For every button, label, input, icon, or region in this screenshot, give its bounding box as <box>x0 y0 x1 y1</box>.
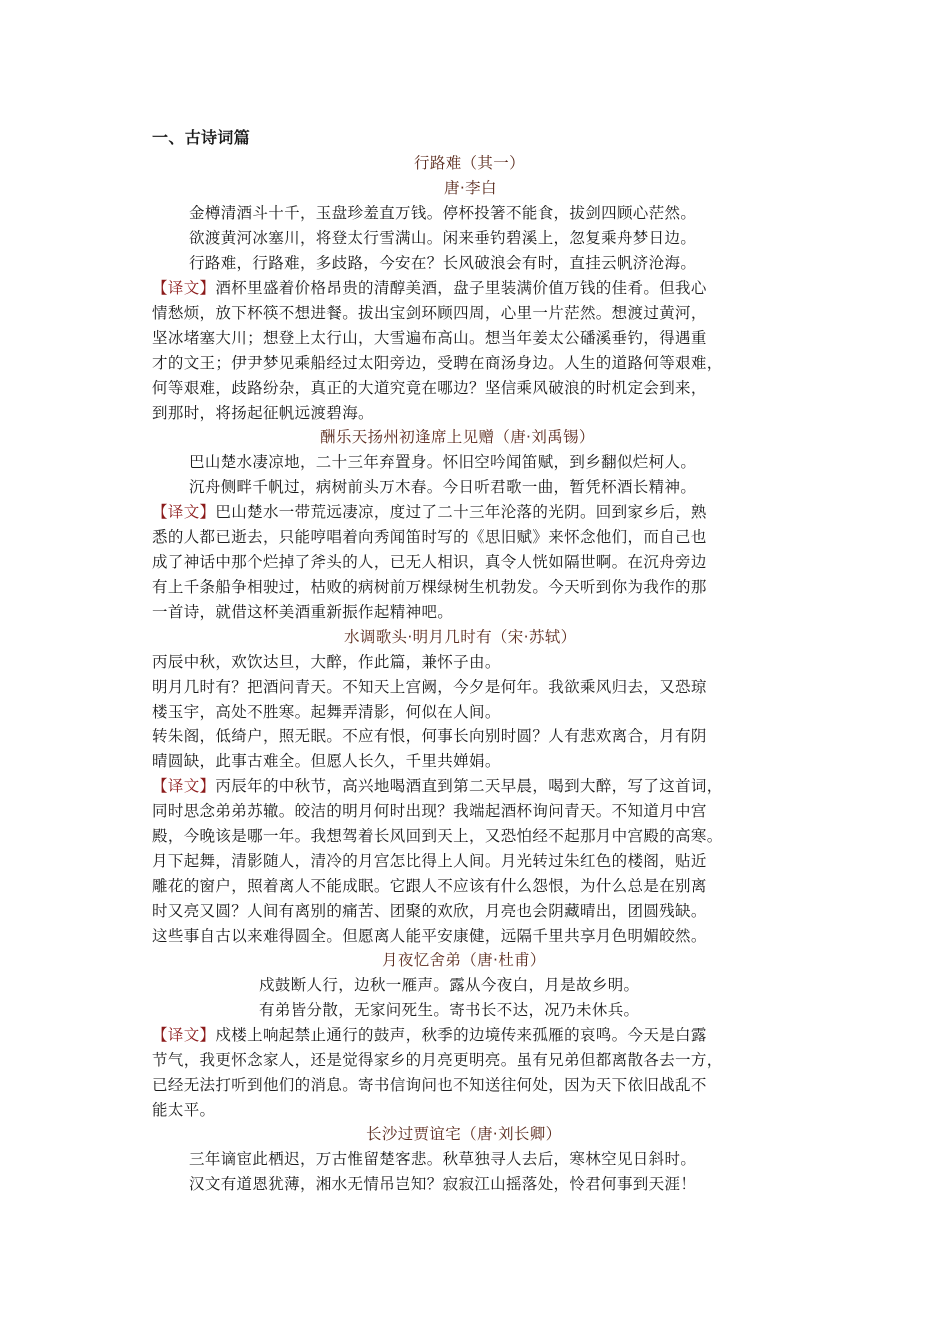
translation-line: 节气，我更怀念家人，还是觉得家乡的月亮更明亮。虽有兄弟但都离散各去一方， <box>152 1051 723 1069</box>
translation-line: 月下起舞，清影随人，清冷的月宫怎比得上人间。月光转过朱红色的楼阁，贴近 <box>152 852 707 870</box>
poem-title: 月夜忆舍弟（唐·杜甫） <box>382 951 546 969</box>
poem-verse: 转朱阁，低绮户，照无眠。不应有恨，何事长向别时圆？人有悲欢离合，月有阴 <box>152 727 707 745</box>
poem-verse: 金樽清酒斗十千，玉盘珍羞直万钱。停杯投箸不能食，拔剑四顾心茫然。 <box>189 204 697 222</box>
translation-line: 【译文】丙辰年的中秋节，高兴地喝酒直到第二天早晨，喝到大醉，写了这首词， <box>152 777 723 795</box>
translation-line: 成了神话中那个烂掉了斧头的人，已无人相识，真令人恍如隔世啊。在沉舟旁边 <box>152 553 707 571</box>
poem-title: 长沙过贾谊宅（唐·刘长卿） <box>366 1125 562 1143</box>
translation-tag: 【译文】 <box>152 777 216 795</box>
poem-verse: 丙辰中秋，欢饮达旦，大醉，作此篇，兼怀子由。 <box>152 653 501 671</box>
translation-line: 一首诗，就借这杯美酒重新振作起精神吧。 <box>152 603 454 621</box>
poem-title: 行路难（其一） <box>414 154 525 172</box>
translation-tag: 【译文】 <box>152 279 216 297</box>
translation-line: 同时思念弟弟苏辙。皎洁的明月何时出现？我端起酒杯询问青天。不知道月中宫 <box>152 802 707 820</box>
translation-line: 悉的人都已逝去，只能哼唱着向秀闻笛时写的《思旧赋》来怀念他们，而自己也 <box>152 528 707 546</box>
translation-line: 【译文】巴山楚水一带荒远凄凉，度过了二十三年沦落的光阴。回到家乡后，熟 <box>152 503 707 521</box>
translation-line: 坚冰堵塞大川；想登上太行山，大雪遍布高山。想当年姜太公磻溪垂钓，得遇重 <box>152 329 707 347</box>
poem-verse: 有弟皆分散，无家问死生。寄书长不达，况乃未休兵。 <box>259 1001 640 1019</box>
poem-verse: 戍鼓断人行，边秋一雁声。露从今夜白，月是故乡明。 <box>259 976 640 994</box>
poem-verse: 晴圆缺，此事古难全。但愿人长久，千里共婵娟。 <box>152 752 501 770</box>
translation-line: 才的文王；伊尹梦见乘船经过太阳旁边，受聘在商汤身边。人生的道路何等艰难， <box>152 354 723 372</box>
poem-verse: 明月几时有？把酒问青天。不知天上宫阙，今夕是何年。我欲乘风归去，又恐琼 <box>152 678 707 696</box>
translation-line: 何等艰难，歧路纷杂，真正的大道究竟在哪边？坚信乘风破浪的时机定会到来， <box>152 379 707 397</box>
translation-line: 【译文】酒杯里盛着价格昂贵的清醇美酒，盘子里装满价值万钱的佳肴。但我心 <box>152 279 707 297</box>
translation-line: 殿，今晚该是哪一年。我想驾着长风回到天上，又恐怕经不起那月中宫殿的高寒。 <box>152 827 723 845</box>
translation-line: 情愁烦，放下杯筷不想进餐。拔出宝剑环顾四周，心里一片茫然。想渡过黄河， <box>152 304 707 322</box>
translation-line: 这些事自古以来难得圆全。但愿离人能平安康健，远隔千里共享月色明媚皎然。 <box>152 927 707 945</box>
section-heading: 一、古诗词篇 <box>152 128 251 147</box>
poem-verse: 行路难，行路难，多歧路，今安在？长风破浪会有时，直挂云帆济沧海。 <box>189 254 697 272</box>
translation-line: 有上千条船争相驶过，枯败的病树前万棵绿树生机勃发。今天听到你为我作的那 <box>152 578 707 596</box>
translation-line: 到那时，将扬起征帆远渡碧海。 <box>152 404 374 422</box>
translation-line: 【译文】戍楼上响起禁止通行的鼓声，秋季的边境传来孤雁的哀鸣。今天是白露 <box>152 1026 707 1044</box>
poem-title: 水调歌头·明月几时有（宋·苏轼） <box>344 628 577 646</box>
poem-verse: 三年谪宦此栖迟，万古惟留楚客悲。秋草独寻人去后，寒林空见日斜时。 <box>189 1150 697 1168</box>
poem-verse: 汉文有道恩犹薄，湘水无情吊岂知？寂寂江山摇落处，怜君何事到天涯！ <box>189 1175 697 1193</box>
translation-line: 时又亮又圆？人间有离别的痛苦、团聚的欢欣，月亮也会阴藏晴出，团圆残缺。 <box>152 902 707 920</box>
poem-verse: 欲渡黄河冰塞川，将登太行雪满山。闲来垂钓碧溪上，忽复乘舟梦日边。 <box>189 229 697 247</box>
poem-title: 酬乐天扬州初逢席上见赠（唐·刘禹锡） <box>320 428 595 446</box>
translation-tag: 【译文】 <box>152 1026 216 1044</box>
poem-verse: 楼玉宇，高处不胜寒。起舞弄清影，何似在人间。 <box>152 703 501 721</box>
poem-author: 唐·李白 <box>444 179 497 197</box>
poem-verse: 巴山楚水凄凉地，二十三年弃置身。怀旧空吟闻笛赋，到乡翻似烂柯人。 <box>189 453 697 471</box>
translation-line: 雕花的窗户，照着离人不能成眠。它跟人不应该有什么怨恨，为什么总是在别离 <box>152 877 707 895</box>
translation-line: 已经无法打听到他们的消息。寄书信询问也不知送往何处，因为天下依旧战乱不 <box>152 1076 707 1094</box>
translation-line: 能太平。 <box>152 1101 216 1119</box>
poem-verse: 沉舟侧畔千帆过，病树前头万木春。今日听君歌一曲，暂凭杯酒长精神。 <box>189 478 697 496</box>
translation-tag: 【译文】 <box>152 503 216 521</box>
